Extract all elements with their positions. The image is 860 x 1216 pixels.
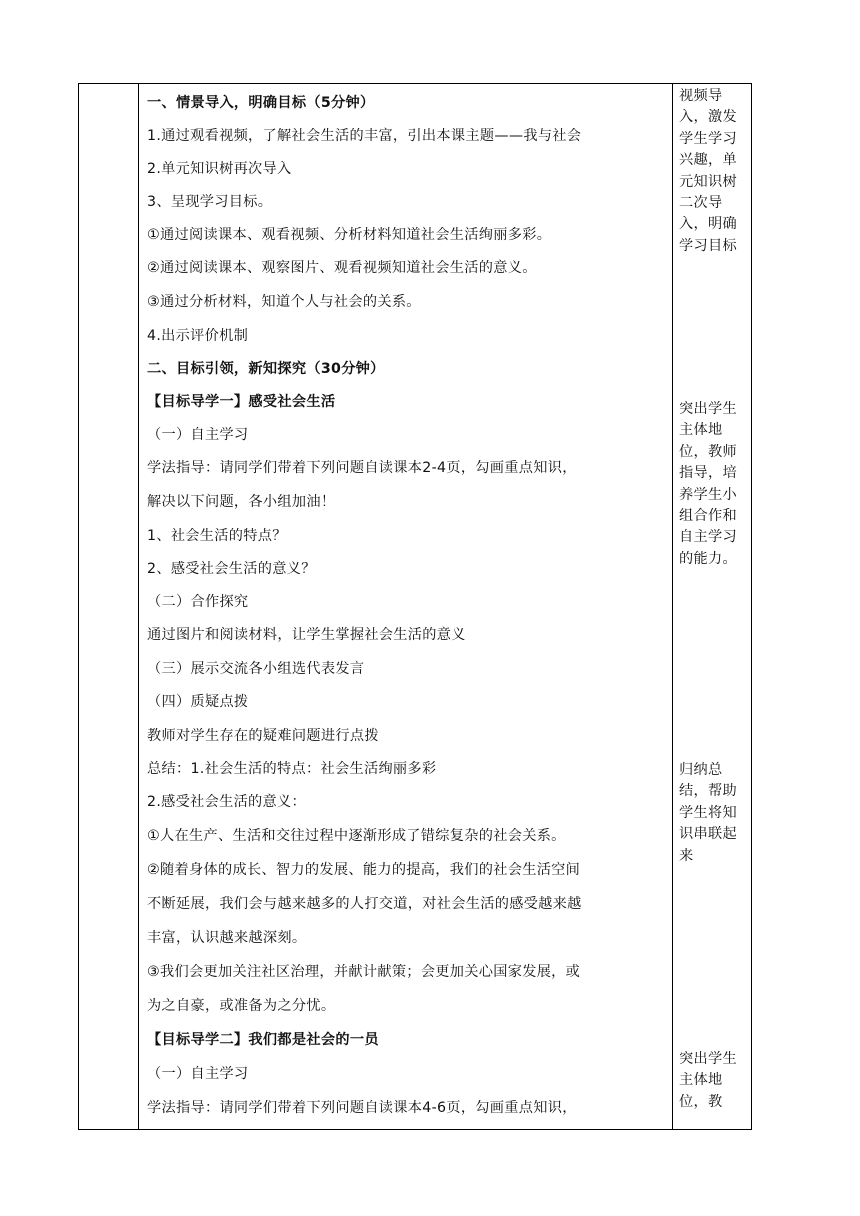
text-line: 2、感受社会生活的意义？ xyxy=(147,561,316,577)
text-line: ①人在生产、生活和交往过程中逐渐形成了错综复杂的社会关系。 xyxy=(147,828,566,844)
goal-heading-two: 【目标导学二】我们都是社会的一员 xyxy=(147,1032,379,1048)
text-line: 2.感受社会生活的意义： xyxy=(147,794,307,810)
text-line: 学法指导：请同学们带着下列问题自读课本2-4页，勾画重点知识， xyxy=(147,460,577,476)
side-note-explore: 突出学生主体地位，教师指导，培养学生小组合作和自主学习的能力。 xyxy=(679,401,737,567)
column-divider-right xyxy=(672,84,673,1129)
text-line: 1.通过观看视频，了解社会生活的丰富，引出本课主题——我与社会 xyxy=(147,128,582,144)
text-line: 为之自豪，或准备为之分忧。 xyxy=(147,998,336,1014)
text-line: （二）合作探究 xyxy=(147,594,249,610)
goal-heading-one: 【目标导学一】感受社会生活 xyxy=(147,394,336,410)
text-line: ③我们会更加关注社区治理，并献计献策；会更加关心国家发展，或 xyxy=(147,964,581,980)
lesson-table xyxy=(78,83,752,1130)
text-line: （三）展示交流各小组选代表发言 xyxy=(147,661,365,677)
text-line: 通过图片和阅读材料，让学生掌握社会生活的意义 xyxy=(147,627,466,643)
text-line: ②随着身体的成长、智力的发展、能力的提高，我们的社会生活空间 xyxy=(147,862,581,878)
text-line: 教师对学生存在的疑难问题进行点拨 xyxy=(147,728,379,744)
text-line: 3、呈现学习目标。 xyxy=(147,194,273,210)
text-line: 2.单元知识树再次导入 xyxy=(147,161,292,177)
text-line: 总结：1.社会生活的特点：社会生活绚丽多彩 xyxy=(147,761,437,777)
side-note-intro: 视频导入，激发学生学习兴趣，单元知识树二次导入，明确学习目标 xyxy=(679,88,737,254)
text-line: ②通过阅读课本、观察图片、观看视频知道社会生活的意义。 xyxy=(147,260,537,276)
text-line: 丰富，认识越来越深刻。 xyxy=(147,930,307,946)
section-heading-intro: 一、情景导入，明确目标（5分钟） xyxy=(147,95,375,111)
text-line: 解决以下问题，各小组加油！ xyxy=(147,494,336,510)
text-line: （一）自主学习 xyxy=(147,427,249,443)
text-line: 1、社会生活的特点？ xyxy=(147,528,287,544)
side-note-goal-two: 突出学生主体地位，教 xyxy=(679,1051,737,1110)
side-note-summary: 归纳总结，帮助学生将知识串联起来 xyxy=(679,762,737,864)
text-line: 学法指导：请同学们带着下列问题自读课本4-6页，勾画重点知识， xyxy=(147,1100,577,1116)
text-line: ①通过阅读课本、观看视频、分析材料知道社会生活绚丽多彩。 xyxy=(147,227,552,243)
text-line: ③通过分析材料，知道个人与社会的关系。 xyxy=(147,294,421,310)
text-line: （一）自主学习 xyxy=(147,1066,249,1082)
section-heading-explore: 二、目标引领，新知探究（30分钟） xyxy=(147,361,385,377)
column-divider-left xyxy=(138,84,139,1129)
text-line: 4.出示评价机制 xyxy=(147,328,249,344)
text-line: 不断延展，我们会与越来越多的人打交道，对社会生活的感受越来越 xyxy=(147,896,582,912)
text-line: （四）质疑点拨 xyxy=(147,694,249,710)
